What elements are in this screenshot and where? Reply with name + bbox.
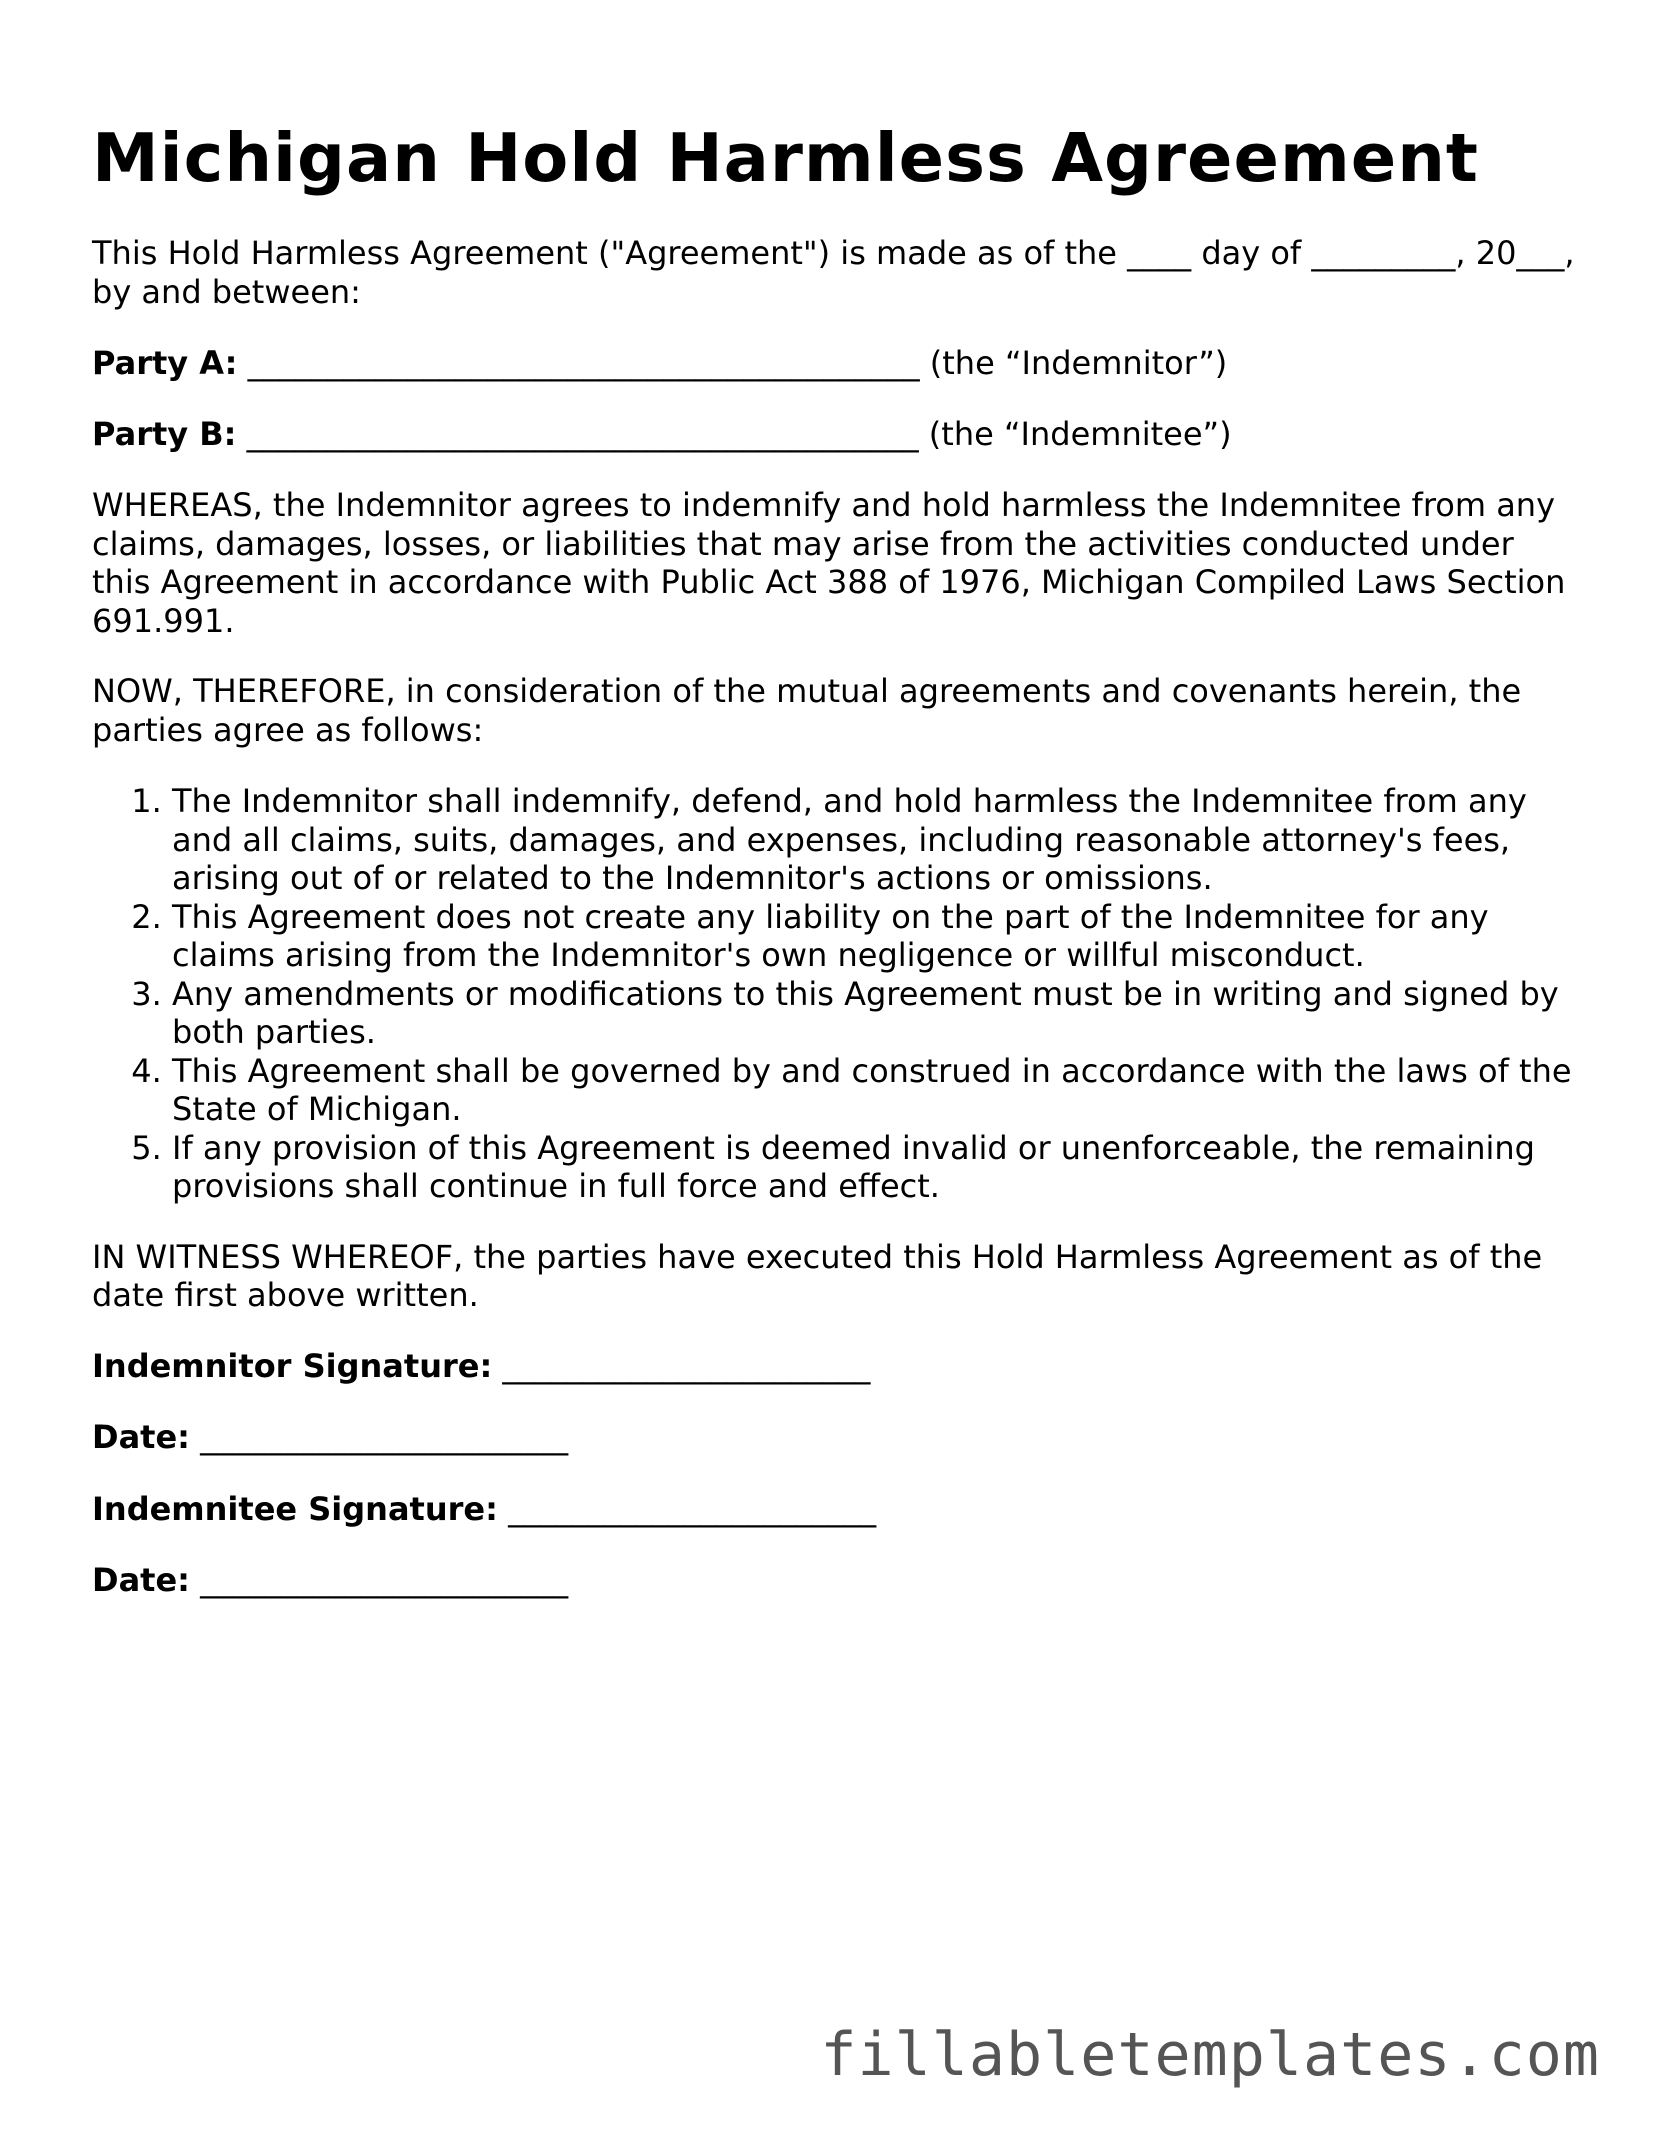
date-label-1: Date: bbox=[92, 1418, 190, 1456]
term-item: 1. The Indemnitor shall indemnify, defend, and hold harmless the Indemnitee from any and all claims, suits, damages, and expenses, including reasonable attorney's fees, arising out of or related to the Indemnitor's actions or omissions. bbox=[172, 782, 1582, 898]
term-item: 5. If any provision of this Agreement is deemed invalid or unenforceable, the remaining provisions shall continue in full force and effect. bbox=[172, 1129, 1582, 1206]
date-label-2: Date: bbox=[92, 1561, 190, 1599]
date-line-1 bbox=[92, 1418, 1582, 1457]
date-blank-2: _______________________ bbox=[189, 1561, 569, 1599]
whereas-paragraph: WHEREAS, the Indemnitor agrees to indemnify and hold harmless the Indemnitee from any claims, damages, losses, or liabilities that may arise from the activities conducted under this Agreement in accordance with Public Act 388 of 1976, Michigan Compiled Laws Section 691.991. bbox=[92, 486, 1566, 640]
indemnitor-signature-blank: _______________________ bbox=[492, 1346, 871, 1385]
indemnitor-signature-label: Indemnitor Signature: bbox=[92, 1346, 493, 1385]
party-b-label: Party B: bbox=[92, 414, 237, 453]
term-item: 2. This Agreement does not create any liability on the part of the Indemnitee for any claims arising from the Indemnitor's own negligence or willful misconduct. bbox=[172, 898, 1582, 975]
party-a-role: (the “Indemnitor”) bbox=[929, 344, 1228, 382]
term-item: 3. Any amendments or modifications to this Agreement must be in writing and signed by both parties. bbox=[172, 975, 1582, 1052]
indemnitor-signature-line bbox=[92, 1347, 1582, 1386]
document-title: Michigan Hold Harmless Agreement bbox=[92, 119, 1479, 197]
term-item: 4. This Agreement shall be governed by and construed in accordance with the laws of the State of Michigan. bbox=[172, 1052, 1582, 1129]
intro-paragraph: This Hold Harmless Agreement ("Agreement") is made as of the ____ day of _________, 20___, by and between: bbox=[92, 234, 1575, 311]
party-b-role: (the “Indemnitee”) bbox=[928, 414, 1232, 453]
terms-list bbox=[92, 782, 1582, 1206]
now-therefore-paragraph: NOW, THEREFORE, in consideration of the mutual agreements and covenants herein, the parties agree as follows: bbox=[92, 672, 1522, 749]
date-blank-1: _______________________ bbox=[189, 1418, 569, 1456]
indemnitee-signature-line bbox=[92, 1490, 1582, 1529]
party-a-blank: __________________________________________ bbox=[237, 344, 930, 382]
watermark: fillabletemplates.com bbox=[820, 2020, 1600, 2090]
indemnitee-signature-label: Indemnitee Signature: bbox=[92, 1489, 498, 1528]
date-line-2 bbox=[92, 1561, 1582, 1600]
witness-paragraph: IN WITNESS WHEREOF, the parties have executed this Hold Harmless Agreement as of the date first above written. bbox=[92, 1237, 1543, 1314]
party-a-line bbox=[92, 344, 1582, 383]
document-page bbox=[92, 118, 1582, 1600]
indemnitee-signature-blank: _______________________ bbox=[497, 1489, 877, 1528]
party-a-label: Party A: bbox=[92, 344, 238, 382]
party-b-blank: __________________________________________ bbox=[236, 414, 929, 453]
party-b-line bbox=[92, 415, 1582, 454]
